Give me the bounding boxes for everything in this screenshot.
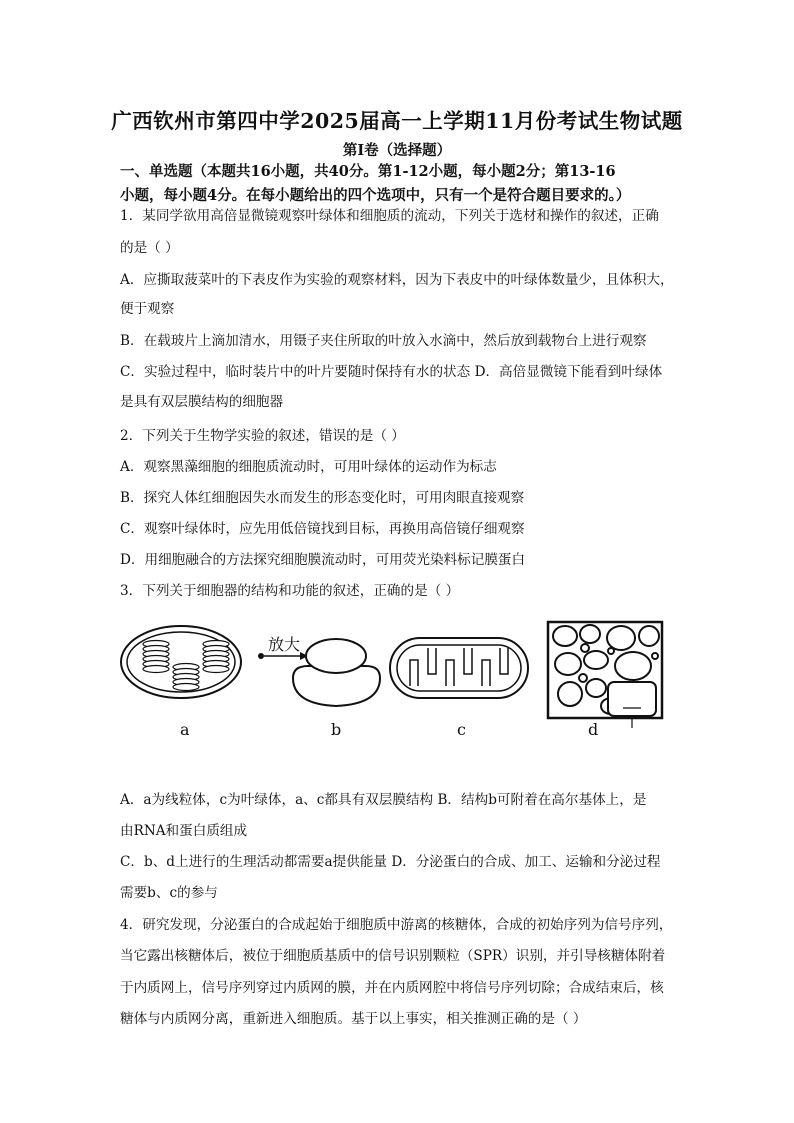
figure-label-a: a <box>180 720 190 739</box>
q2-option-c: C．观察叶绿体时，应先用低倍镜找到目标，再换用高倍镜仔细观察 <box>120 521 525 537</box>
q3-option-cd-line2: 需要b、c的参与 <box>120 885 218 901</box>
section-heading-line1: 一、单选题（本题共16小题，共40分。第1-12小题，每小题2分；第13-16 <box>120 163 616 180</box>
q4-line3: 于内质网上，信号序列穿过内质网的膜，并在内质网腔中将信号序列切除；合成结束后，核 <box>120 980 664 996</box>
part-title: 第Ⅰ卷（选择题） <box>342 142 452 159</box>
q1-option-a-line2: 便于观察 <box>120 301 175 317</box>
q2-stem: 2．下列关于生物学实验的叙述，错误的是（ ） <box>120 428 405 444</box>
q3-stem: 3．下列关于细胞器的结构和功能的叙述，正确的是（ ） <box>120 583 460 599</box>
exam-title: 广西钦州市第四中学2025届高一上学期11月份考试生物试题 <box>111 109 683 133</box>
q1-option-cd-line1: C．实验过程中，临时装片中的叶片要随时保持有水的状态 D．高倍显微镜下能看到叶绿体 <box>120 364 663 380</box>
q1-option-b: B．在载玻片上滴加清水，用镊子夹住所取的叶放入水滴中，然后放到载物台上进行观察 <box>120 333 647 349</box>
q3-option-ab-line1: A．a为线粒体，c为叶绿体，a、c都具有双层膜结构 B．结构b可附着在高尔基体上，是 <box>120 792 647 808</box>
q3-option-cd-line1: C．b、d上进行的生理活动都需要a提供能量 D．分泌蛋白的合成、加工、运输和分泌过程 <box>120 854 661 870</box>
q1-stem-line1: 1．某同学欲用高倍显微镜观察叶绿体和细胞质的流动，下列关于选材和操作的叙述，正确 <box>120 208 659 224</box>
organelle-b-ribosome <box>258 635 380 706</box>
q1-stem-line2: 的是（ ） <box>120 240 179 256</box>
organelle-d-mesh <box>548 622 662 728</box>
figure-label-b: b <box>331 720 342 739</box>
q2-option-a: A．观察黑藻细胞的细胞质流动时，可用叶绿体的运动作为标志 <box>120 459 497 475</box>
q4-line2: 当它露出核糖体后，被位于细胞质基质中的信号识别颗粒（SPR）识别，并引导核糖体附着 <box>120 948 666 964</box>
q2-option-b: B．探究人体红细胞因失水而发生的形态变化时，可用肉眼直接观察 <box>120 490 525 506</box>
q3-option-ab-line2: 由RNA和蛋白质组成 <box>120 823 248 839</box>
q1-option-cd-line2: 是具有双层膜结构的细胞器 <box>120 394 284 410</box>
figure-label-d: d <box>588 720 599 739</box>
organelle-c-mitochondrion <box>390 638 528 698</box>
q4-line1: 4．研究发现，分泌蛋白的合成起始于细胞质中游离的核糖体，合成的初始序列为信号序列， <box>120 917 673 933</box>
q1-option-a-line1: A．应撕取菠菜叶的下表皮作为实验的观察材料，因为下表皮中的叶绿体数量少，且体积大， <box>120 272 674 288</box>
enlarge-label: 放大 <box>268 635 301 654</box>
organelle-a-chloroplast <box>121 626 241 698</box>
figure-label-c: c <box>457 720 466 739</box>
section-heading-line2: 小题，每小题4分。在每小题给出的四个选项中，只有一个是符合题目要求的。） <box>120 187 631 204</box>
q2-option-d: D．用细胞融合的方法探究细胞膜流动时，可用荧光染料标记膜蛋白 <box>120 552 526 568</box>
q4-line4: 糖体与内质网分离，重新进入细胞质。基于以上事实，相关推测正确的是（ ） <box>120 1011 587 1027</box>
